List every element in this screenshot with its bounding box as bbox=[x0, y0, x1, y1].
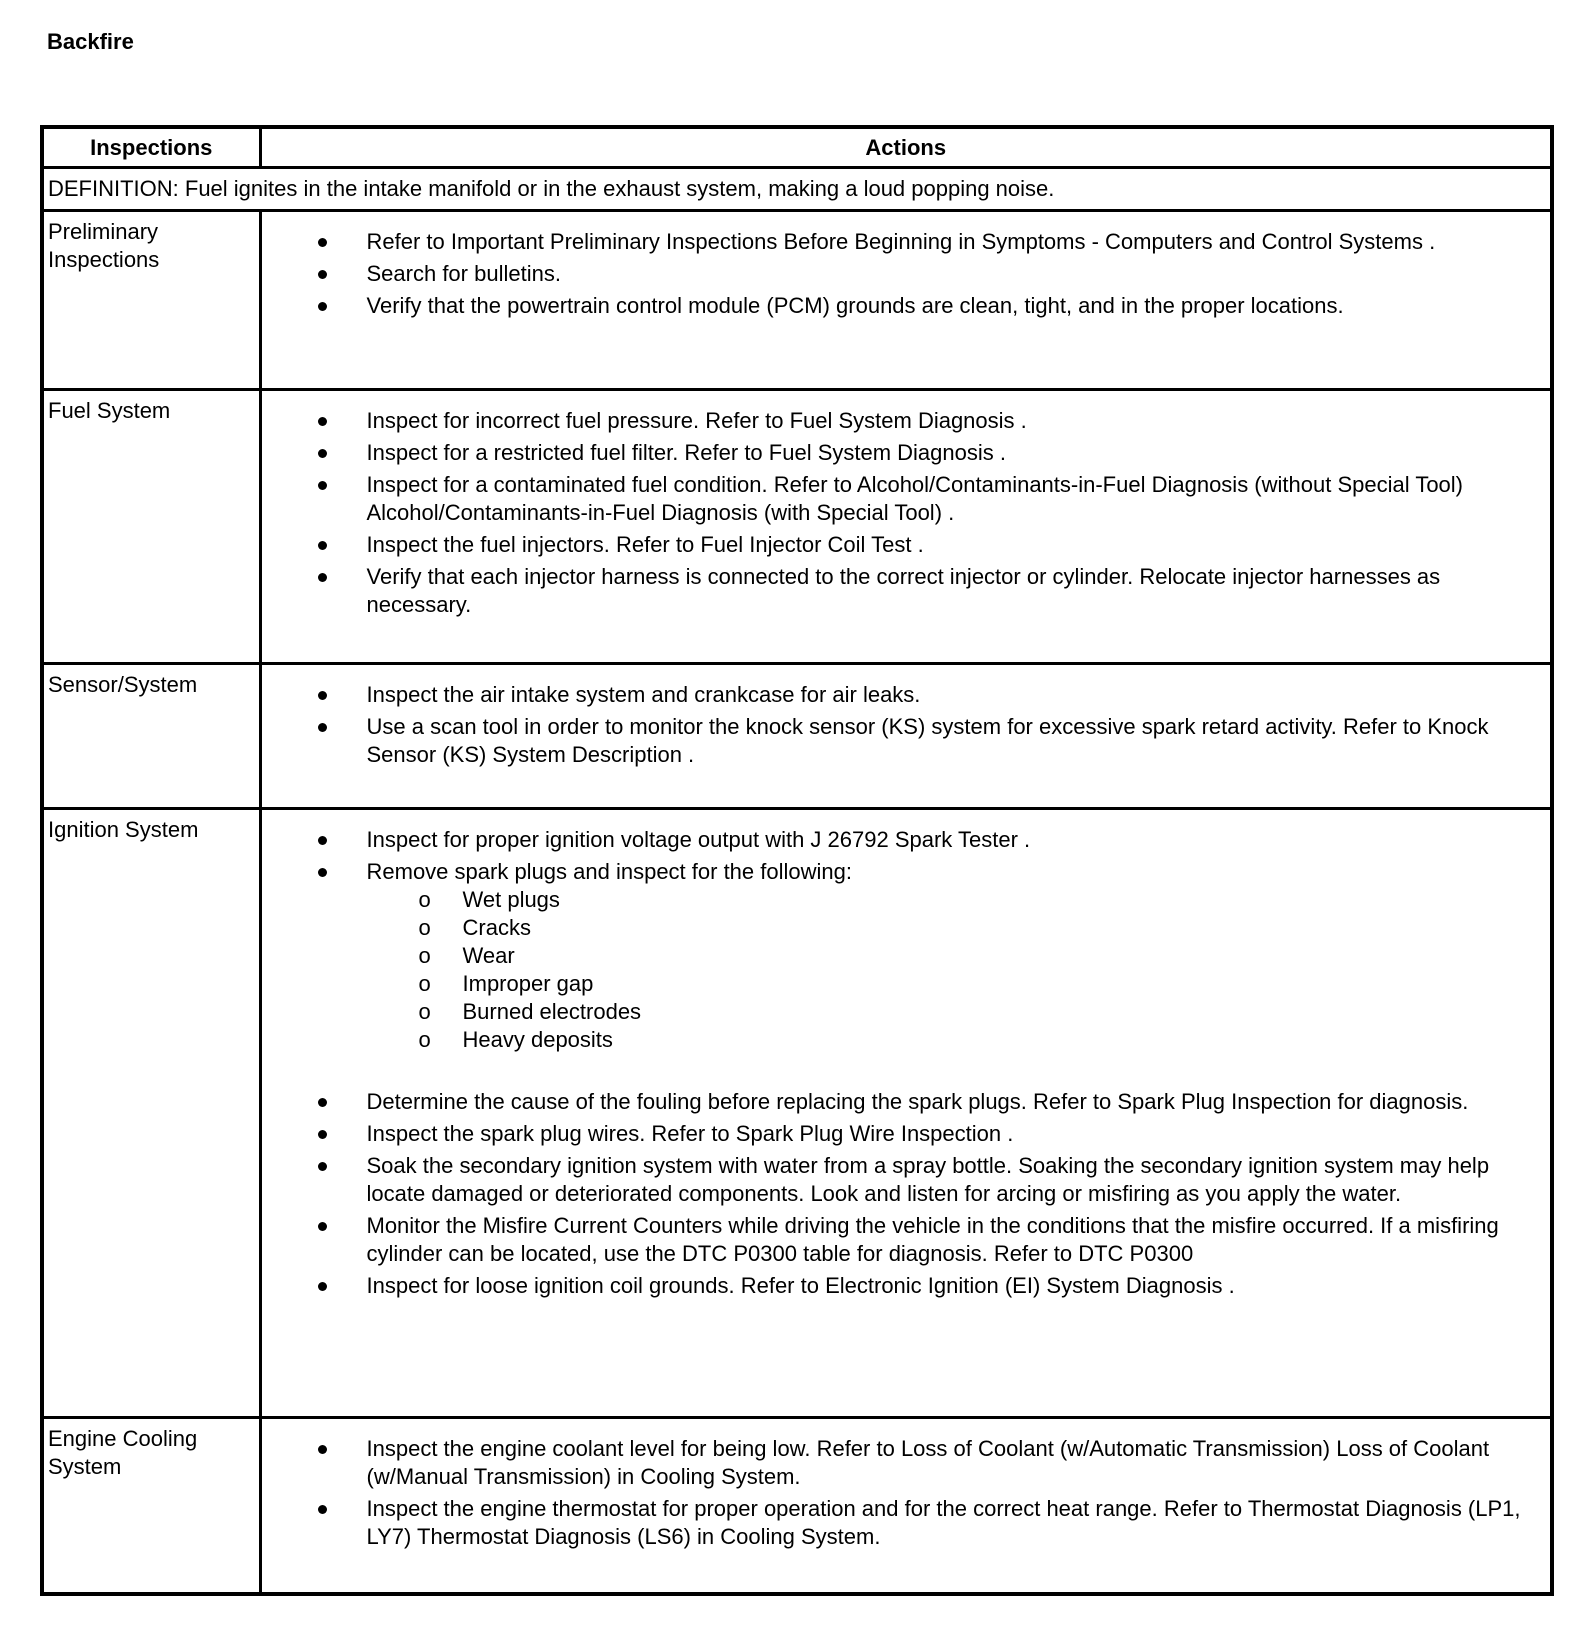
sub-item: o Heavy deposits bbox=[367, 1026, 1541, 1054]
inspection-cell: Engine Cooling System bbox=[42, 1418, 260, 1594]
action-item: Soak the secondary ignition system with water from a spray bottle. Soaking the secondary ignition system may help locate damaged or deteriorated components. Look and listen for arcing or misfiring as you apply the water. bbox=[262, 1152, 1541, 1208]
header-actions: Actions bbox=[260, 127, 1552, 168]
inspection-cell: Preliminary Inspections bbox=[42, 211, 260, 390]
action-item: Determine the cause of the fouling before replacing the spark plugs. Refer to Spark Plug Inspection for diagnosis. bbox=[262, 1088, 1541, 1116]
definition-row bbox=[42, 168, 1552, 211]
action-item: Inspect for loose ignition coil grounds. Refer to Electronic Ignition (EI) System Diagnosis . bbox=[262, 1272, 1541, 1300]
action-item: Search for bulletins. bbox=[262, 260, 1541, 288]
definition-text: DEFINITION: Fuel ignites in the intake manifold or in the exhaust system, making a loud popping noise. bbox=[42, 168, 1552, 211]
sub-item: o Improper gap bbox=[367, 970, 1541, 998]
action-text: Remove spark plugs and inspect for the following: bbox=[366, 859, 852, 884]
sub-item: o Burned electrodes bbox=[367, 998, 1541, 1026]
action-item: Inspect the engine coolant level for being low. Refer to Loss of Coolant (w/Automatic Transmission) Loss of Coolant (w/Manual Transmission) in Cooling System. bbox=[262, 1435, 1541, 1491]
table-row bbox=[42, 390, 1552, 664]
inspection-cell: Sensor/System bbox=[42, 664, 260, 809]
action-item: Refer to Important Preliminary Inspections Before Beginning in Symptoms - Computers and Control Systems . bbox=[262, 228, 1541, 256]
table-row bbox=[42, 1418, 1552, 1594]
inspection-cell: Ignition System bbox=[42, 809, 260, 1418]
action-item: Inspect for a contaminated fuel condition. Refer to Alcohol/Contaminants-in-Fuel Diagnosis (without Special Tool) Alcohol/Contaminants-in-Fuel Diagnosis (with Special Tool) . bbox=[262, 471, 1541, 527]
action-item: Verify that the powertrain control module (PCM) grounds are clean, tight, and in the proper locations. bbox=[262, 292, 1541, 320]
action-item bbox=[262, 858, 1541, 1084]
action-item: Use a scan tool in order to monitor the knock sensor (KS) system for excessive spark retard activity. Refer to Knock Sensor (KS) System Description . bbox=[262, 713, 1541, 769]
action-item: Inspect for a restricted fuel filter. Refer to Fuel System Diagnosis . bbox=[262, 439, 1541, 467]
action-item: Inspect for incorrect fuel pressure. Refer to Fuel System Diagnosis . bbox=[262, 407, 1541, 435]
sub-item: o Wet plugs bbox=[367, 886, 1541, 914]
table-row bbox=[42, 664, 1552, 809]
page-title: Backfire bbox=[47, 29, 134, 54]
action-item: Inspect the air intake system and crankcase for air leaks. bbox=[262, 681, 1541, 709]
header-row bbox=[42, 127, 1552, 168]
inspection-cell: Fuel System bbox=[42, 390, 260, 664]
sub-item: o Wear bbox=[367, 942, 1541, 970]
action-item: Monitor the Misfire Current Counters while driving the vehicle in the conditions that the misfire occurred. If a misfiring cylinder can be located, use the DTC P0300 table for diagnosis. Refer to DTC P0300 bbox=[262, 1212, 1541, 1268]
diagnosis-table bbox=[40, 125, 1554, 1596]
header-inspections: Inspections bbox=[42, 127, 260, 168]
sub-item: o Cracks bbox=[367, 914, 1541, 942]
table-row bbox=[42, 809, 1552, 1418]
action-item: Inspect the spark plug wires. Refer to Spark Plug Wire Inspection . bbox=[262, 1120, 1541, 1148]
action-item: Verify that each injector harness is connected to the correct injector or cylinder. Relocate injector harnesses as necessary. bbox=[262, 563, 1541, 619]
action-item: Inspect the engine thermostat for proper operation and for the correct heat range. Refer to Thermostat Diagnosis (LP1, LY7) Thermostat Diagnosis (LS6) in Cooling System. bbox=[262, 1495, 1541, 1551]
action-item: Inspect the fuel injectors. Refer to Fuel Injector Coil Test . bbox=[262, 531, 1541, 559]
table-row bbox=[42, 211, 1552, 390]
action-item: Inspect for proper ignition voltage output with J 26792 Spark Tester . bbox=[262, 826, 1541, 854]
